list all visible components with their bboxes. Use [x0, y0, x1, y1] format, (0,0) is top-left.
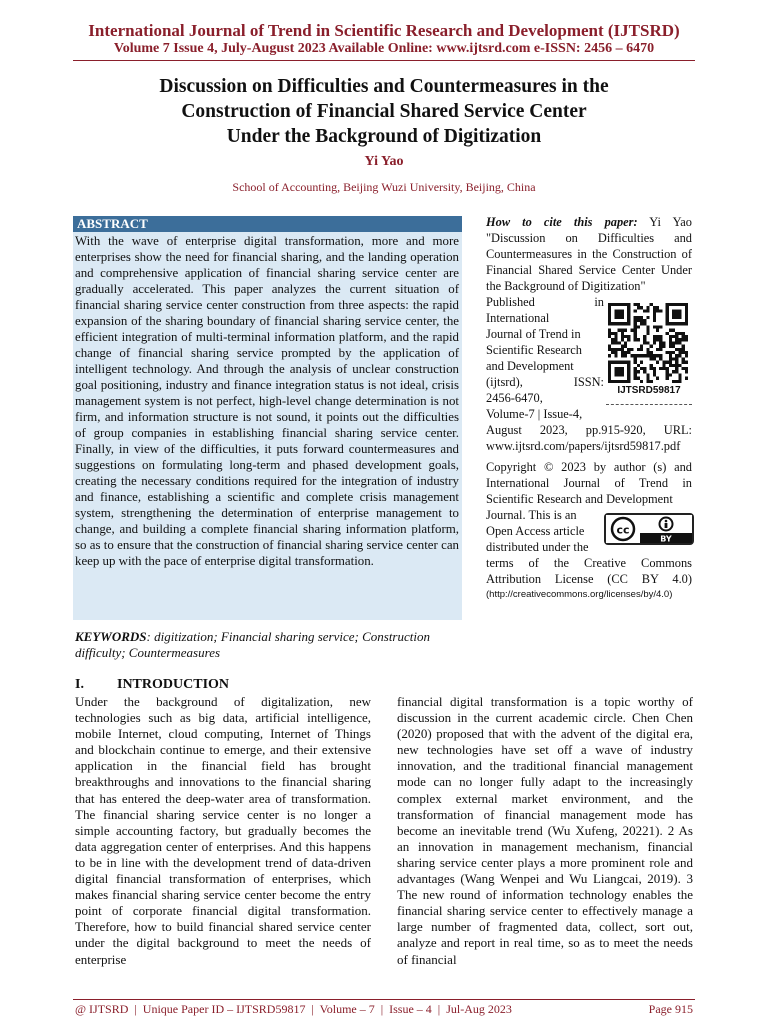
keywords-text: : digitization; Financial sharing service; Construction difficulty; Countermeasures [75, 629, 430, 660]
journal-meta: Volume 7 Issue 4, July-August 2023 Available Online: www.ijtsrd.com e-ISSN: 2456 – 6470 [113, 41, 655, 56]
qr-code[interactable] [608, 303, 688, 383]
section-heading [75, 677, 375, 693]
author-name: Yi Yao [364, 154, 404, 169]
cc-badge-graphic [606, 515, 692, 543]
license-narrow [486, 507, 594, 555]
svg-text:cc: cc [616, 523, 630, 537]
section-title: INTRODUCTION [117, 677, 230, 692]
abstract-text: With the wave of enterprise digital transformation, more and more enterprises show the need for financial sharing, and the landing operation and comprehensive application of financial sharing service center are gradually accelerated. This paper analyzes the current situation of financial sharing service center construction from three aspects: the rapid expansion of the sharing boundary of financial sharing service center, the efficient integration of multi-terminal information platform, and the rapid change of financial sharing service prompted by the application of intelligent technology. And through the analysis of unclear construction goal positioning, industry and finance integration status is not ideal, crisis management system is not perfect, high-level change determination is not firm, and information structure is not sound, it points out the difficulties of group companies in establishing financial sharing service center. Finally, in view of the difficulties, it puts forward countermeasures and suggestions on formulating long-term and phased development goals, creating the necessary conditions required for the integration of industry and finance, establishing a scientific and complete crisis management system, strengthening the determination of enterprise management to change, and building a complete financial sharing information platform, so as to ensure that the construction of financial sharing service center can keep up with the pace of enterprise digital transformation. [75, 234, 459, 568]
citation-line: Scientific Research [486, 343, 582, 357]
citation-tail: August 2023, pp.915-920, URL: www.ijtsrd.com/papers/ijtsrd59817.pdf [486, 423, 692, 453]
citation-label: How to cite this paper: [486, 215, 638, 229]
license-line: distributed under the [486, 540, 589, 554]
qr-underline [606, 404, 692, 405]
journal-name: International Journal of Trend in Scientific Research and Development (IJTSRD) [88, 21, 680, 40]
citation-narrow [486, 294, 604, 422]
cc-badge-by: BY [660, 534, 672, 543]
title-line: Discussion on Difficulties and Countermeasures in the [159, 76, 609, 97]
citation-line: Volume-7 | Issue-4, [486, 407, 583, 421]
intro-right-column: financial digital transformation is a topic worthy of discussion in the current academic circle. Chen Chen (2020) proposed that with the advent of the digital era, new technologies have set off a wave of industry innovation, and the traditional financial management mode can no longer fully adapt to the increasingly complex external market environment, and the transformation of financial management mode has become an inevitable trend (Wu Xufeng, 20221). 2 As an innovation in management mechanism, financial sharing service center plays a more prominent role and advantages (Wang Wenpei and Wu Liangcai, 2019). 3 The new round of information technology enables the financial sharing service center to effectively manage a large number of fragmented data, collect, sort out, analyze and report in real time, so as to meet the needs of financial [397, 694, 693, 967]
abstract-heading: ABSTRACT [73, 216, 462, 232]
citation-line: Journal of Trend in [486, 327, 581, 341]
title-line: Construction of Financial Shared Service Center [181, 101, 587, 122]
footer-info: @ IJTSRD | Unique Paper ID – IJTSRD59817 | Volume – 7 | Issue – 4 | Jul-Aug 2023 [75, 1002, 512, 1016]
keywords-label: KEYWORDS [75, 629, 147, 644]
citation-line: Published in [486, 295, 604, 309]
citation-line: International [486, 311, 550, 325]
page-number: Page 915 [648, 1002, 693, 1016]
citation-intro: Yi Yao "Discussion on Difficulties and Countermeasures in the Construction of Financial Shared Service Center Under the Background of Digitization" [486, 215, 693, 293]
qr-code-label: IJTSRD59817 [617, 385, 681, 396]
author-affiliation: School of Accounting, Beijing Wuzi University, Beijing, China [232, 180, 536, 194]
license-tail: terms of the Creative Commons Attribution License (CC BY 4.0) [486, 556, 692, 586]
citation-line: (ijtsrd), ISSN: [486, 375, 604, 389]
citation-line: 2456-6470, [486, 391, 543, 405]
citation-line: and Development [486, 359, 574, 373]
license-url[interactable]: (http://creativecommons.org/licenses/by/4.0) [486, 589, 673, 600]
copyright-intro: Copyright © 2023 by author (s) and International Journal of Trend in Scientific Research and Development [486, 460, 692, 506]
license-line: Journal. This is an [486, 508, 577, 522]
intro-left-column: Under the background of digitalization, new technologies such as big data, artificial intelligence, mobile Internet, cloud computing, Internet of Things and blockchain continue to emerge, and their extensive application in the financial field has brought breakthroughs and innovations to the financial sharing that has entered the deep-water area of transformation. The financial sharing service center is no longer a simple accounting factory, but gradually becomes the data aggregation center of enterprises. And this happens to be in line with the development trend of data-driven digital financial transformation of enterprises, which makes financial sharing service center become the entry point of corporate financial digital transformation. Therefore, how to build financial shared service center under the digital background to meet the needs of enterprise [75, 694, 371, 967]
cc-by-badge[interactable] [604, 513, 694, 545]
footer-divider [73, 999, 695, 1000]
keywords [75, 629, 475, 661]
section-number: I. [75, 677, 84, 692]
title-line: Under the Background of Digitization [226, 126, 542, 147]
paper-title [90, 74, 678, 149]
license-line: Open Access article [486, 524, 585, 538]
header-divider [73, 60, 695, 61]
